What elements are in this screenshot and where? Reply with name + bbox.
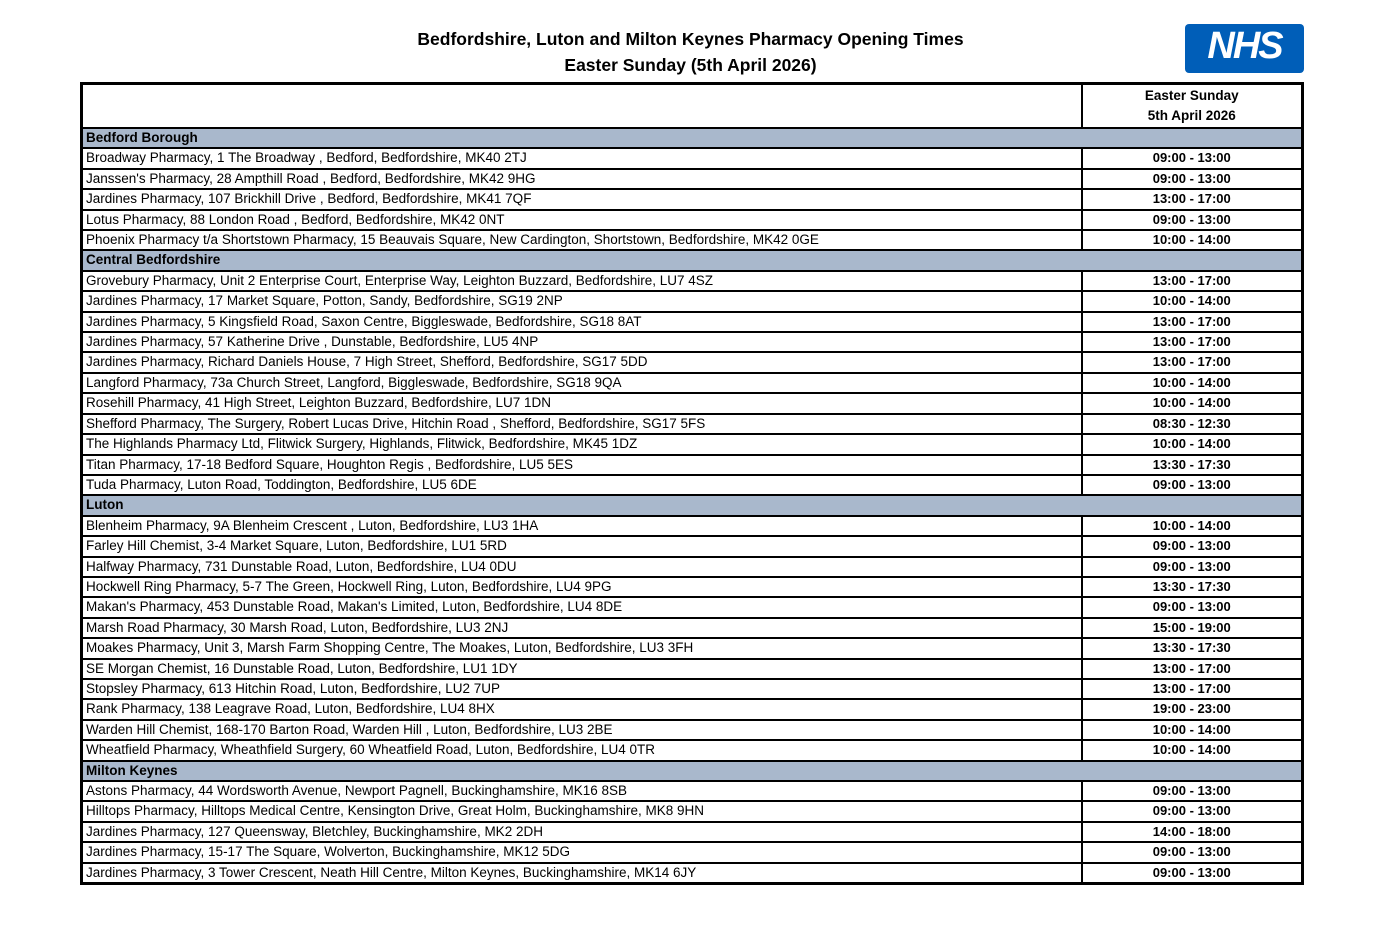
opening-time-cell: 10:00 - 14:00 bbox=[1082, 373, 1303, 393]
table-row bbox=[82, 189, 1303, 209]
pharmacy-address-cell: Lotus Pharmacy, 88 London Road , Bedford, Bedfordshire, MK42 0NT bbox=[82, 210, 1082, 230]
table-row bbox=[82, 352, 1303, 372]
opening-time-cell: 19:00 - 23:00 bbox=[1082, 699, 1303, 719]
table-row bbox=[82, 414, 1303, 434]
opening-time-cell: 10:00 - 14:00 bbox=[1082, 740, 1303, 760]
table-row bbox=[82, 230, 1303, 250]
opening-time-cell: 09:00 - 13:00 bbox=[1082, 536, 1303, 556]
nhs-logo-text: NHS bbox=[1207, 25, 1282, 67]
opening-time-cell: 09:00 - 13:00 bbox=[1082, 597, 1303, 617]
table-row bbox=[82, 475, 1303, 495]
opening-time-cell: 09:00 - 13:00 bbox=[1082, 842, 1303, 862]
opening-time-cell: 14:00 - 18:00 bbox=[1082, 822, 1303, 842]
pharmacy-address-cell: Makan's Pharmacy, 453 Dunstable Road, Makan's Limited, Luton, Bedfordshire, LU4 8DE bbox=[82, 597, 1082, 617]
table-row bbox=[82, 597, 1303, 617]
table-row bbox=[82, 740, 1303, 760]
table-row bbox=[82, 536, 1303, 556]
pharmacy-address-cell: Wheatfield Pharmacy, Wheathfield Surgery, 60 Wheatfield Road, Luton, Bedfordshire, LU4 0TR bbox=[82, 740, 1082, 760]
pharmacy-address-cell: Halfway Pharmacy, 731 Dunstable Road, Luton, Bedfordshire, LU4 0DU bbox=[82, 557, 1082, 577]
page-title bbox=[80, 26, 1301, 78]
section-name: Milton Keynes bbox=[82, 761, 1303, 781]
pharmacy-address-cell: Tuda Pharmacy, Luton Road, Toddington, Bedfordshire, LU5 6DE bbox=[82, 475, 1082, 495]
opening-time-cell: 09:00 - 13:00 bbox=[1082, 557, 1303, 577]
opening-time-cell: 09:00 - 13:00 bbox=[1082, 863, 1303, 884]
opening-time-cell: 10:00 - 14:00 bbox=[1082, 393, 1303, 413]
pharmacy-address-cell: SE Morgan Chemist, 16 Dunstable Road, Luton, Bedfordshire, LU1 1DY bbox=[82, 659, 1082, 679]
pharmacy-address-cell: Phoenix Pharmacy t/a Shortstown Pharmacy, 15 Beauvais Square, New Cardington, Shortstown, Bedfordshire, MK42 0GE bbox=[82, 230, 1082, 250]
table-row bbox=[82, 210, 1303, 230]
opening-time-cell: 09:00 - 13:00 bbox=[1082, 210, 1303, 230]
table-row bbox=[82, 781, 1303, 801]
section-header-row bbox=[82, 250, 1303, 270]
table-row bbox=[82, 638, 1303, 658]
section-name: Luton bbox=[82, 495, 1303, 515]
pharmacy-address-cell: Rosehill Pharmacy, 41 High Street, Leighton Buzzard, Bedfordshire, LU7 1DN bbox=[82, 393, 1082, 413]
opening-time-cell: 13:00 - 17:00 bbox=[1082, 271, 1303, 291]
pharmacy-address-cell: Stopsley Pharmacy, 613 Hitchin Road, Luton, Bedfordshire, LU2 7UP bbox=[82, 679, 1082, 699]
opening-time-cell: 13:00 - 17:00 bbox=[1082, 312, 1303, 332]
pharmacy-address-cell: Jardines Pharmacy, 127 Queensway, Bletchley, Buckinghamshire, MK2 2DH bbox=[82, 822, 1082, 842]
pharmacy-address-cell: Shefford Pharmacy, The Surgery, Robert Lucas Drive, Hitchin Road , Shefford, Bedfordshire, SG17 5FS bbox=[82, 414, 1082, 434]
pharmacy-address-cell: Marsh Road Pharmacy, 30 Marsh Road, Luton, Bedfordshire, LU3 2NJ bbox=[82, 618, 1082, 638]
pharmacy-address-cell: Hilltops Pharmacy, Hilltops Medical Centre, Kensington Drive, Great Holm, Buckinghamshire, MK8 9HN bbox=[82, 801, 1082, 821]
table-row bbox=[82, 332, 1303, 352]
opening-time-cell: 10:00 - 14:00 bbox=[1082, 230, 1303, 250]
opening-time-cell: 09:00 - 13:00 bbox=[1082, 801, 1303, 821]
table-row bbox=[82, 312, 1303, 332]
table-row bbox=[82, 822, 1303, 842]
section-name: Central Bedfordshire bbox=[82, 250, 1303, 270]
pharmacy-address-cell: Rank Pharmacy, 138 Leagrave Road, Luton, Bedfordshire, LU4 8HX bbox=[82, 699, 1082, 719]
pharmacy-address-cell: The Highlands Pharmacy Ltd, Flitwick Surgery, Highlands, Flitwick, Bedfordshire, MK45 1DZ bbox=[82, 434, 1082, 454]
opening-time-cell: 13:00 - 17:00 bbox=[1082, 332, 1303, 352]
opening-time-cell: 13:00 - 17:00 bbox=[1082, 679, 1303, 699]
pharmacy-address-cell: Astons Pharmacy, 44 Wordsworth Avenue, Newport Pagnell, Buckinghamshire, MK16 8SB bbox=[82, 781, 1082, 801]
table-row bbox=[82, 393, 1303, 413]
table-row bbox=[82, 291, 1303, 311]
nhs-logo bbox=[1185, 24, 1304, 73]
pharmacy-opening-times-table bbox=[80, 82, 1304, 885]
header-date-cell bbox=[1082, 84, 1303, 129]
pharmacy-address-cell: Titan Pharmacy, 17-18 Bedford Square, Houghton Regis , Bedfordshire, LU5 5ES bbox=[82, 455, 1082, 475]
opening-time-cell: 09:00 - 13:00 bbox=[1082, 781, 1303, 801]
pharmacy-address-cell: Warden Hill Chemist, 168-170 Barton Road, Warden Hill , Luton, Bedfordshire, LU3 2BE bbox=[82, 720, 1082, 740]
section-header-row bbox=[82, 761, 1303, 781]
section-name: Bedford Borough bbox=[82, 128, 1303, 148]
table-row bbox=[82, 373, 1303, 393]
header-empty-cell bbox=[82, 84, 1082, 129]
pharmacy-address-cell: Jardines Pharmacy, Richard Daniels House, 7 High Street, Shefford, Bedfordshire, SG17 5DD bbox=[82, 352, 1082, 372]
table-row bbox=[82, 271, 1303, 291]
section-header-row bbox=[82, 128, 1303, 148]
table-row bbox=[82, 699, 1303, 719]
page-title-line-1: Bedfordshire, Luton and Milton Keynes Pharmacy Opening Times bbox=[417, 29, 964, 49]
pharmacy-address-cell: Jardines Pharmacy, 17 Market Square, Potton, Sandy, Bedfordshire, SG19 2NP bbox=[82, 291, 1082, 311]
opening-time-cell: 15:00 - 19:00 bbox=[1082, 618, 1303, 638]
pharmacy-address-cell: Broadway Pharmacy, 1 The Broadway , Bedford, Bedfordshire, MK40 2TJ bbox=[82, 148, 1082, 168]
pharmacy-address-cell: Blenheim Pharmacy, 9A Blenheim Crescent , Luton, Bedfordshire, LU3 1HA bbox=[82, 516, 1082, 536]
page-title-line-2: Easter Sunday (5th April 2026) bbox=[564, 55, 817, 75]
header-date-line-1: Easter Sunday bbox=[1144, 88, 1239, 103]
pharmacy-address-cell: Langford Pharmacy, 73a Church Street, Langford, Biggleswade, Bedfordshire, SG18 9QA bbox=[82, 373, 1082, 393]
opening-time-cell: 13:30 - 17:30 bbox=[1082, 455, 1303, 475]
section-header-row bbox=[82, 495, 1303, 515]
table-row bbox=[82, 801, 1303, 821]
opening-time-cell: 10:00 - 14:00 bbox=[1082, 720, 1303, 740]
opening-time-cell: 10:00 - 14:00 bbox=[1082, 291, 1303, 311]
table-row bbox=[82, 659, 1303, 679]
pharmacy-address-cell: Hockwell Ring Pharmacy, 5-7 The Green, Hockwell Ring, Luton, Bedfordshire, LU4 9PG bbox=[82, 577, 1082, 597]
opening-time-cell: 13:00 - 17:00 bbox=[1082, 189, 1303, 209]
header-date-line-2: 5th April 2026 bbox=[1147, 108, 1236, 123]
pharmacy-address-cell: Janssen's Pharmacy, 28 Ampthill Road , Bedford, Bedfordshire, MK42 9HG bbox=[82, 169, 1082, 189]
table-row bbox=[82, 455, 1303, 475]
opening-time-cell: 13:00 - 17:00 bbox=[1082, 352, 1303, 372]
table-row bbox=[82, 557, 1303, 577]
opening-time-cell: 10:00 - 14:00 bbox=[1082, 434, 1303, 454]
opening-time-cell: 13:30 - 17:30 bbox=[1082, 638, 1303, 658]
opening-time-cell: 09:00 - 13:00 bbox=[1082, 169, 1303, 189]
opening-time-cell: 08:30 - 12:30 bbox=[1082, 414, 1303, 434]
table-row bbox=[82, 720, 1303, 740]
pharmacy-address-cell: Jardines Pharmacy, 3 Tower Crescent, Neath Hill Centre, Milton Keynes, Buckinghamshire, MK14 6JY bbox=[82, 863, 1082, 884]
table-row bbox=[82, 169, 1303, 189]
table-row bbox=[82, 618, 1303, 638]
pharmacy-address-cell: Jardines Pharmacy, 107 Brickhill Drive , Bedford, Bedfordshire, MK41 7QF bbox=[82, 189, 1082, 209]
pharmacy-address-cell: Grovebury Pharmacy, Unit 2 Enterprise Court, Enterprise Way, Leighton Buzzard, Bedfordshire, LU7 4SZ bbox=[82, 271, 1082, 291]
pharmacy-address-cell: Jardines Pharmacy, 5 Kingsfield Road, Saxon Centre, Biggleswade, Bedfordshire, SG18 8AT bbox=[82, 312, 1082, 332]
table-row bbox=[82, 842, 1303, 862]
table-row bbox=[82, 679, 1303, 699]
pharmacy-address-cell: Moakes Pharmacy, Unit 3, Marsh Farm Shopping Centre, The Moakes, Luton, Bedfordshire, LU3 3FH bbox=[82, 638, 1082, 658]
pharmacy-address-cell: Farley Hill Chemist, 3-4 Market Square, Luton, Bedfordshire, LU1 5RD bbox=[82, 536, 1082, 556]
opening-time-cell: 13:00 - 17:00 bbox=[1082, 659, 1303, 679]
table-row bbox=[82, 148, 1303, 168]
opening-time-cell: 10:00 - 14:00 bbox=[1082, 516, 1303, 536]
table-header-row bbox=[82, 84, 1303, 129]
table-row bbox=[82, 863, 1303, 884]
pharmacy-address-cell: Jardines Pharmacy, 57 Katherine Drive , Dunstable, Bedfordshire, LU5 4NP bbox=[82, 332, 1082, 352]
pharmacy-address-cell: Jardines Pharmacy, 15-17 The Square, Wolverton, Buckinghamshire, MK12 5DG bbox=[82, 842, 1082, 862]
table-row bbox=[82, 516, 1303, 536]
opening-time-cell: 09:00 - 13:00 bbox=[1082, 148, 1303, 168]
opening-time-cell: 13:30 - 17:30 bbox=[1082, 577, 1303, 597]
table-row bbox=[82, 577, 1303, 597]
opening-time-cell: 09:00 - 13:00 bbox=[1082, 475, 1303, 495]
table-row bbox=[82, 434, 1303, 454]
